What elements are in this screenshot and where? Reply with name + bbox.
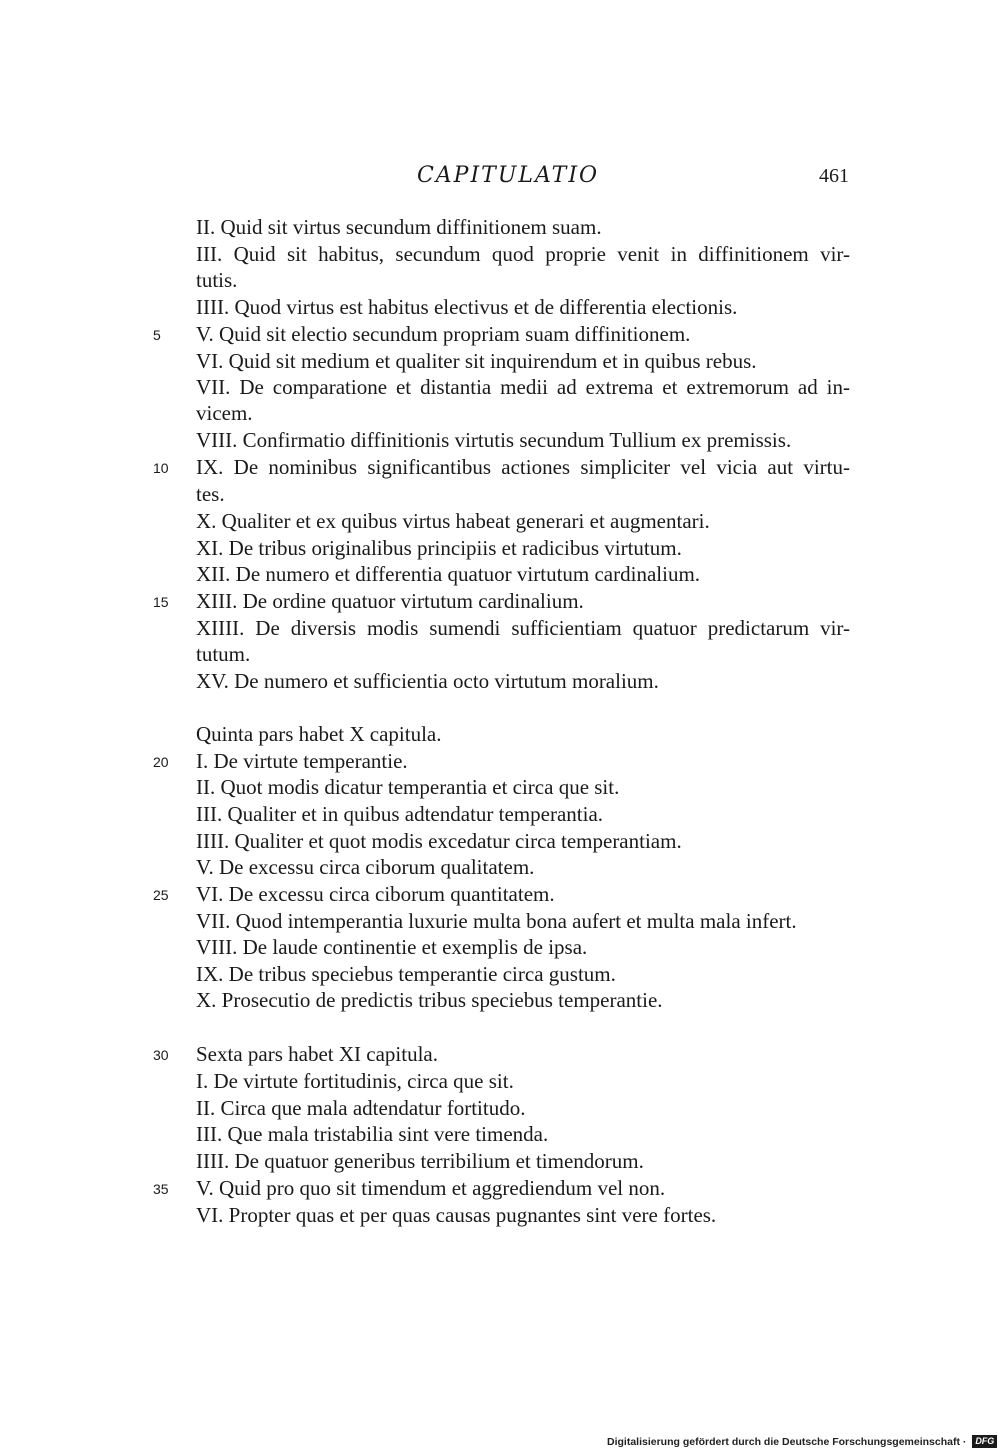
text-line: IX. De nominibus significantibus actiones simpliciter vel vicia aut virtu- [196, 455, 850, 479]
text-line: V. De excessu circa ciborum qualitatem. [196, 855, 535, 879]
line-number: 10 [153, 460, 169, 476]
text-line: tes. [196, 482, 225, 506]
text-line: VIII. Confirmatio diffinitionis virtutis secundum Tullium ex premissis. [196, 428, 792, 452]
text-line: XI. De tribus originalibus principiis et radicibus virtutum. [196, 536, 682, 560]
line-number: 15 [153, 594, 169, 610]
text-line: VII. De comparatione et distantia medii ad extrema et extremorum ad in- [196, 375, 850, 399]
text-line: VI. Propter quas et per quas causas pugnantes sint vere fortes. [196, 1203, 717, 1227]
digitization-credit [607, 1435, 997, 1449]
dfg-logo: DFG [972, 1435, 997, 1448]
running-head-title: CAPITULATIO [416, 163, 600, 188]
text-line: X. Prosecutio de predictis tribus speciebus temperantie. [196, 988, 663, 1012]
text-line: XV. De numero et sufficientia octo virtutum moralium. [196, 669, 659, 693]
text-line: tutum. [196, 642, 251, 666]
text-line: VIII. De laude continentie et exemplis de ipsa. [196, 935, 588, 959]
text-line: IIII. De quatuor generibus terribilium et timendorum. [196, 1149, 644, 1173]
line-number: 35 [153, 1181, 169, 1197]
text-line: XIII. De ordine quatuor virtutum cardinalium. [196, 589, 584, 613]
text-line: III. Que mala tristabilia sint vere timenda. [196, 1122, 549, 1146]
text-line: XII. De numero et differentia quatuor virtutum cardinalium. [196, 562, 701, 586]
text-line: IIII. Qualiter et quot modis excedatur circa temperantiam. [196, 829, 682, 853]
text-line: V. Quid sit electio secundum propriam suam diffinitionem. [196, 322, 691, 346]
text-line: VII. Quod intemperantia luxurie multa bona aufert et multa mala infert. [196, 909, 797, 933]
text-line: III. Qualiter et in quibus adtendatur temperantia. [196, 802, 604, 826]
text-line: IX. De tribus speciebus temperantie circa gustum. [196, 962, 616, 986]
section-heading: Sexta pars habet XI capitula. [196, 1042, 438, 1066]
line-number: 5 [153, 327, 161, 343]
text-line: XIIII. De diversis modis sumendi sufficientiam quatuor predictarum vir- [196, 616, 850, 640]
text-line: II. Circa que mala adtendatur fortitudo. [196, 1096, 526, 1120]
section-heading: Quinta pars habet X capitula. [196, 722, 442, 746]
text-line: II. Quid sit virtus secundum diffinitionem suam. [196, 215, 602, 239]
credit-text: Digitalisierung gefördert durch die Deutsche Forschungsgemeinschaft · [607, 1436, 967, 1448]
text-line: II. Quot modis dicatur temperantia et circa que sit. [196, 775, 620, 799]
text-line: VI. De excessu circa ciborum quantitatem. [196, 882, 555, 906]
text-line: X. Qualiter et ex quibus virtus habeat generari et augmentari. [196, 509, 710, 533]
text-line: V. Quid pro quo sit timendum et aggrediendum vel non. [196, 1176, 666, 1200]
text-line: IIII. Quod virtus est habitus electivus et de differentia electionis. [196, 295, 738, 319]
page-number: 461 [819, 165, 849, 187]
text-line: I. De virtute fortitudinis, circa que sit. [196, 1069, 514, 1093]
text-line: III. Quid sit habitus, secundum quod proprie venit in diffinitionem vir- [196, 242, 850, 266]
text-line: tutis. [196, 268, 238, 292]
line-number: 30 [153, 1047, 169, 1063]
line-number: 20 [153, 754, 169, 770]
line-number: 25 [153, 887, 169, 903]
text-line: I. De virtute temperantie. [196, 749, 408, 773]
text-line: VI. Quid sit medium et qualiter sit inquirendum et in quibus rebus. [196, 349, 757, 373]
text-line: vicem. [196, 401, 253, 425]
